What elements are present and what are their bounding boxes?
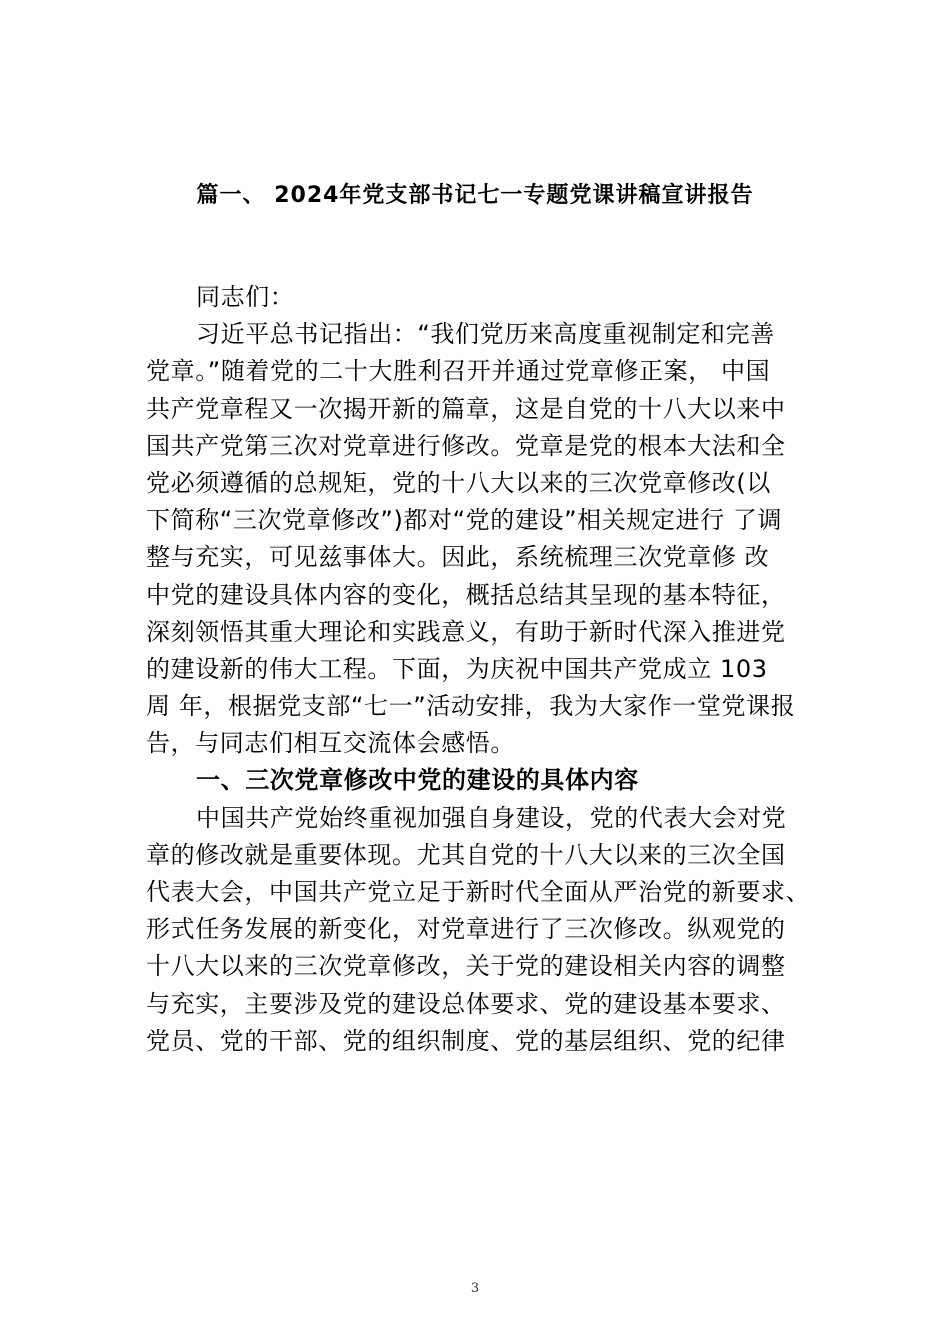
paragraph-line: 整与充实，可见兹事体大。因此，系统梳理三次党章修 改: [146, 543, 770, 572]
paragraph-line: 党员、党的干部、党的组织制度、党的基层组织、党的纪律: [146, 1026, 786, 1055]
section-heading: 一、三次党章修改中党的建设的具体内容: [196, 766, 639, 795]
page-number: 3: [470, 1281, 480, 1296]
paragraph-line: 与充实，主要涉及党的建设总体要求、党的建设基本要求、: [146, 989, 786, 1018]
document-title: 篇一、 2024年党支部书记七一专题党课讲稿宣讲报告: [196, 183, 754, 208]
paragraph-line: 国共产党第三次对党章进行修改。党章是党的根本大法和全: [146, 431, 786, 460]
document-body: [146, 279, 826, 1060]
paragraph-line: 中党的建设具体内容的变化，概括总结其呈现的基本特征，: [146, 580, 786, 609]
paragraph-line: 深刻领悟其重大理论和实践意义，有助于新时代深入推进党: [146, 617, 786, 646]
paragraph-line: 的建设新的伟大工程。下面，为庆祝中国共产党成立 103: [146, 654, 768, 683]
paragraph-line: 党章。”随着党的二十大胜利召开并通过党章修正案， 中国: [146, 357, 771, 386]
paragraph-line: 周 年，根据党支部“七一”活动安排，我为大家作一堂党课报: [146, 692, 796, 721]
paragraph-line: 十八大以来的三次党章修改，关于党的建设相关内容的调整: [146, 952, 786, 981]
paragraph-line: 告，与同志们相互交流体会感悟。: [146, 729, 515, 758]
paragraph-line: 习近平总书记指出：“我们党历来高度重视制定和完善: [196, 320, 775, 349]
salutation: 同志们：: [196, 283, 295, 311]
paragraph-line: 形式任务发展的新变化，对党章进行了三次修改。纵观党的: [146, 915, 786, 944]
paragraph-line: 共产党章程又一次揭开新的篇章，这是自党的十八大以来中: [146, 394, 786, 423]
paragraph-line: 章的修改就是重要体现。尤其自党的十八大以来的三次全国: [146, 840, 786, 869]
paragraph-line: 中国共产党始终重视加强自身建设，党的代表大会对党: [196, 803, 787, 832]
paragraph-line: 下简称“三次党章修改”)都对“党的建设”相关规定进行 了调: [146, 506, 783, 535]
paragraph-line: 党必须遵循的总规矩，党的十八大以来的三次党章修改(以: [146, 468, 771, 497]
paragraph-line: 代表大会，中国共产党立足于新时代全面从严治党的新要求、: [146, 878, 811, 906]
